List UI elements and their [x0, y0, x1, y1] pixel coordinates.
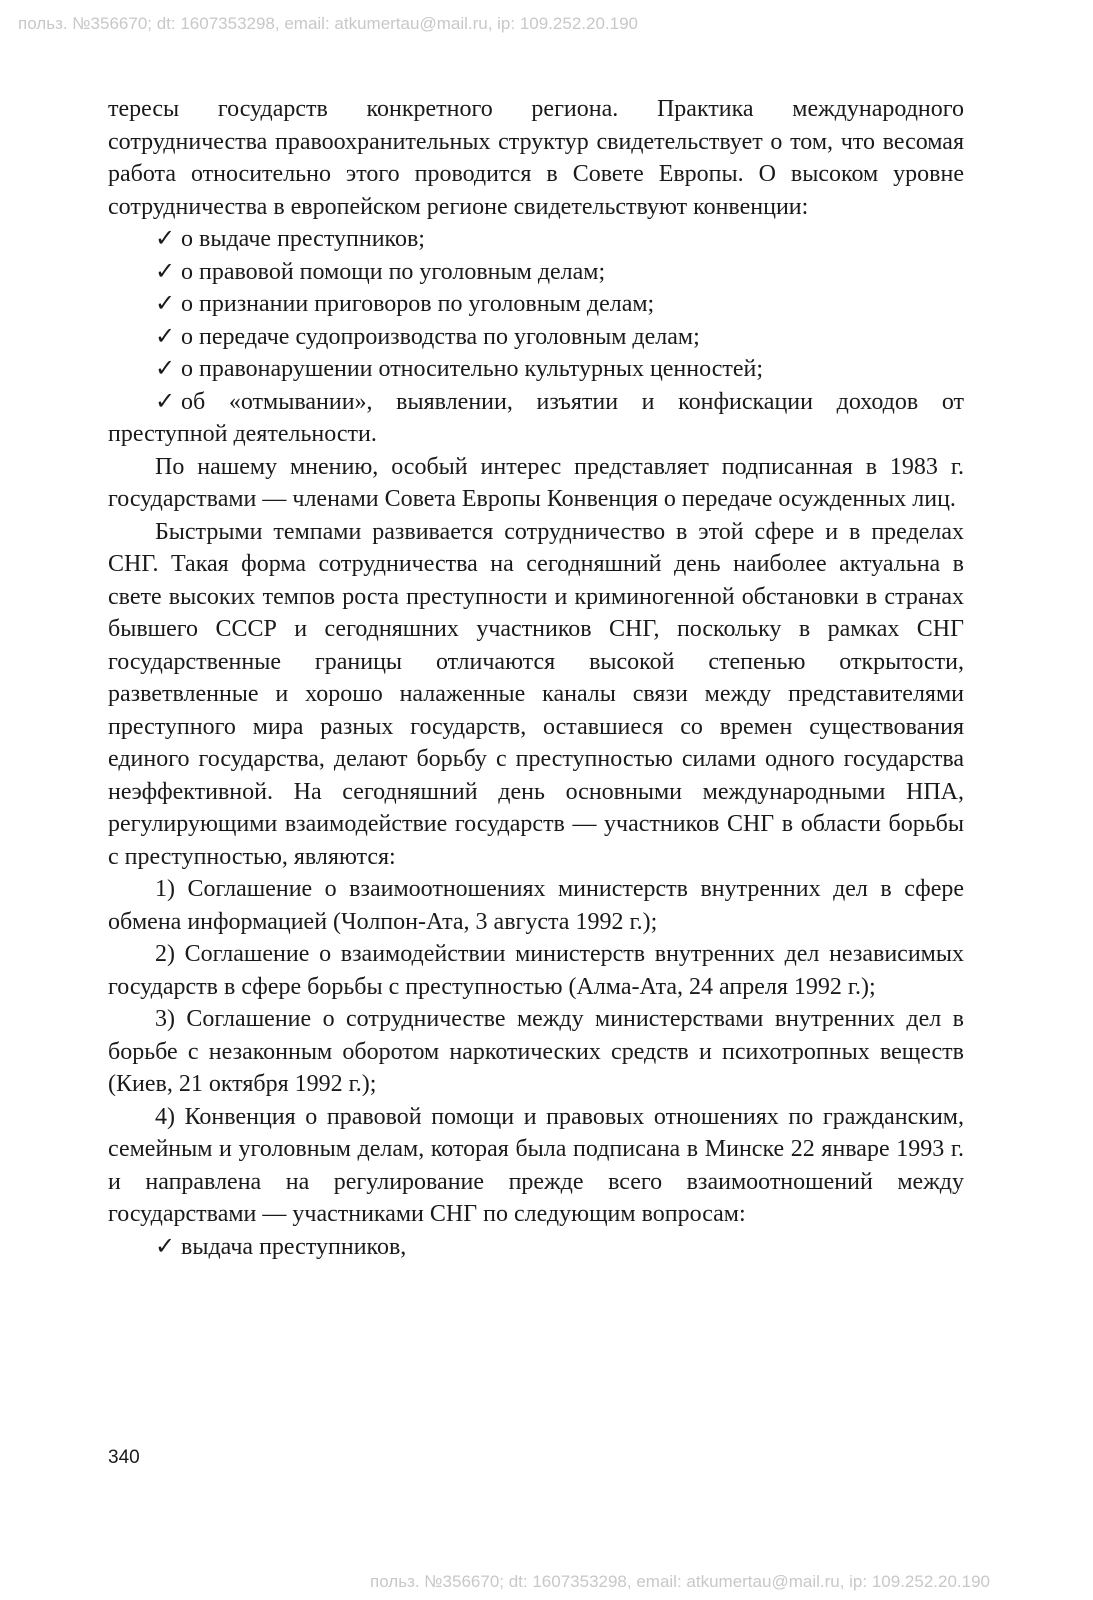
convention-item [108, 386, 964, 451]
watermark-bottom: польз. №356670; dt: 1607353298, email: atkumertau@mail.ru, ip: 109.252.20.190 [370, 1572, 991, 1591]
convention-item [108, 223, 964, 256]
watermark-top: польз. №356670; dt: 1607353298, email: atkumertau@mail.ru, ip: 109.252.20.190 [18, 14, 639, 33]
question-item [108, 1231, 964, 1264]
convention-item [108, 353, 964, 386]
agreement-item: 4) Конвенция о правовой помощи и правовых отношениях по гражданским, семейным и уголовным делам, которая была подписана в Минске 22 январе 1993 г. и направлена на регулирование прежде всего взаимоотношений между государствами — участниками СНГ по следующим вопросам: [108, 1103, 964, 1227]
cis-paragraph: Быстрыми темпами развивается сотрудничество в этой сфере и в пределах СНГ. Такая форма сотрудничества на сегодняшний день наиболее актуальна в свете высоких темпов роста преступности и криминогенной обстановки в странах бывшего СССР и сегодняшних участников СНГ, поскольку в рамках СНГ государственные границы отличаются высокой степенью открытости, разветвленные и хорошо налаженные каналы связи между представителями преступного мира разных государств, оставшиеся со времен существования единого государства, делают борьбу с преступностью силами одного государства неэффективной. На сегодняшний день основными международными НПА, регулирующими взаимодействие государств — участников СНГ в области борьбы с преступностью, являются: [108, 518, 964, 870]
page-number: 340 [108, 1447, 140, 1468]
convention-item-text: об «отмывании», выявлении, изъятии и конфискации доходов от преступной деятельности. [108, 388, 964, 447]
checkmark-icon: ✓ [155, 291, 176, 317]
question-item-text: выдача преступников, [181, 1233, 407, 1260]
checkmark-icon: ✓ [155, 258, 176, 285]
convention-item [108, 256, 964, 289]
convention-item-text: о правовой помощи по уголовным делам; [181, 258, 606, 285]
agreement-item: 1) Соглашение о взаимоотношениях министерств внутренних дел в сфере обмена информацией (Чолпон-Ата, 3 августа 1992 г.); [108, 876, 964, 935]
opinion-paragraph: По нашему мнению, особый интерес представляет подписанная в 1983 г. государствами — членами Совета Европы Конвенция о передаче осужденных лиц. [108, 453, 964, 512]
convention-item-text: о выдаче преступников; [181, 226, 425, 252]
page-body [108, 93, 964, 1263]
checkmark-icon: ✓ [155, 388, 176, 415]
checkmark-icon: ✓ [155, 226, 176, 252]
convention-item [108, 288, 964, 321]
checkmark-icon: ✓ [155, 1233, 176, 1260]
intro-paragraph: тересы государств конкретного региона. Практика международного сотрудничества правоохранительных структур свидетельствует о том, что весомая работа относительно этого проводится в Совете Европы. О высоком уровне сотрудничества в европейском регионе свидетельствуют конвенции: [108, 96, 964, 220]
agreement-item: 3) Соглашение о сотрудничестве между министерствами внутренних дел в борьбе с незаконным оборотом наркотических средств и психотропных веществ (Киев, 21 октября 1992 г.); [108, 1006, 964, 1097]
agreement-item: 2) Соглашение о взаимодействии министерств внутренних дел независимых государств в сфере борьбы с преступностью (Алма-Ата, 24 апреля 1992 г.); [108, 941, 964, 1000]
convention-item-text: о правонарушении относительно культурных ценностей; [181, 356, 764, 382]
convention-item [108, 321, 964, 354]
checkmark-icon: ✓ [155, 323, 176, 350]
checkmark-icon: ✓ [155, 356, 176, 382]
convention-item-text: о признании приговоров по уголовным делам; [181, 291, 655, 317]
convention-item-text: о передаче судопроизводства по уголовным делам; [181, 323, 700, 350]
